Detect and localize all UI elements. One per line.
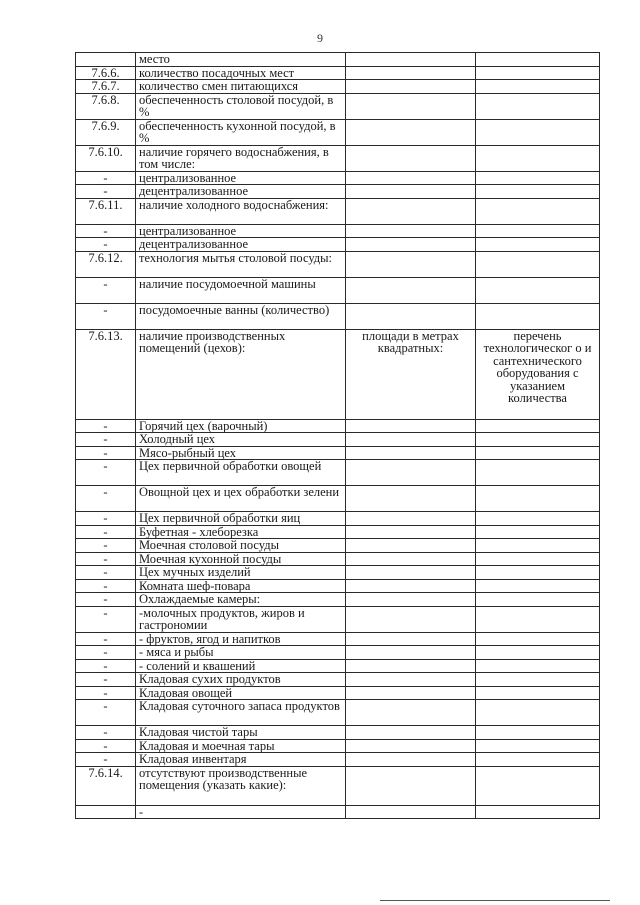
row-label-cell: количество посадочных мест	[136, 66, 346, 80]
area-cell	[346, 66, 476, 80]
table-row	[76, 525, 600, 539]
row-label-cell: - солений и квашений	[136, 659, 346, 673]
row-label-cell: Цех мучных изделий	[136, 566, 346, 580]
row-label-cell: отсутствуют производственные помещения (указать какие):	[136, 766, 346, 805]
equipment-cell	[476, 539, 600, 553]
table-row	[76, 539, 600, 553]
equipment-cell	[476, 753, 600, 767]
table-row	[76, 805, 600, 819]
equipment-cell	[476, 525, 600, 539]
row-number-cell: -	[76, 512, 136, 526]
table-row	[76, 593, 600, 607]
table-row	[76, 739, 600, 753]
area-cell	[346, 646, 476, 660]
row-label-cell: Овощной цех и цех обработки зелени	[136, 486, 346, 512]
table-row	[76, 198, 600, 224]
row-label-cell: посудомоечные ванны (количество)	[136, 303, 346, 329]
area-cell	[346, 606, 476, 632]
table-row	[76, 486, 600, 512]
row-label-cell: централизованное	[136, 171, 346, 185]
equipment-cell	[476, 419, 600, 433]
row-number-cell: -	[76, 659, 136, 673]
area-cell	[346, 726, 476, 740]
table-row	[76, 277, 600, 303]
row-label-cell: Холодный цех	[136, 433, 346, 447]
equipment-cell	[476, 446, 600, 460]
area-cell	[346, 53, 476, 67]
area-cell	[346, 566, 476, 580]
row-number-cell: -	[76, 579, 136, 593]
table-row	[76, 171, 600, 185]
area-cell	[346, 277, 476, 303]
equipment-cell	[476, 53, 600, 67]
row-label-cell: - фруктов, ягод и напитков	[136, 632, 346, 646]
equipment-cell	[476, 632, 600, 646]
row-number-cell: -	[76, 539, 136, 553]
row-label-cell: децентрализованное	[136, 185, 346, 199]
row-label-cell: Охлаждаемые камеры:	[136, 593, 346, 607]
table-row	[76, 145, 600, 171]
row-number-cell: 7.6.6.	[76, 66, 136, 80]
row-label-cell: Кладовая чистой тары	[136, 726, 346, 740]
row-number-cell: 7.6.7.	[76, 80, 136, 94]
row-label-cell: Моечная кухонной посуды	[136, 552, 346, 566]
row-label-cell: -молочных продуктов, жиров и гастрономии	[136, 606, 346, 632]
table-row	[76, 552, 600, 566]
row-label-cell: децентрализованное	[136, 238, 346, 252]
equipment-cell	[476, 566, 600, 580]
equipment-cell	[476, 486, 600, 512]
area-cell	[346, 171, 476, 185]
table-row	[76, 512, 600, 526]
row-number-cell: -	[76, 673, 136, 687]
row-number-cell: -	[76, 606, 136, 632]
table-row	[76, 753, 600, 767]
area-cell	[346, 251, 476, 277]
area-cell	[346, 753, 476, 767]
area-cell	[346, 185, 476, 199]
row-label-cell: Цех первичной обработки яиц	[136, 512, 346, 526]
area-cell	[346, 512, 476, 526]
row-number-cell: -	[76, 739, 136, 753]
equipment-cell	[476, 171, 600, 185]
row-number-cell: -	[76, 486, 136, 512]
row-label-cell: обеспеченность кухонной посудой, в %	[136, 119, 346, 145]
table-row	[76, 686, 600, 700]
equipment-cell	[476, 93, 600, 119]
row-number-cell: -	[76, 726, 136, 740]
area-cell	[346, 238, 476, 252]
table-row	[76, 446, 600, 460]
row-number-cell: -	[76, 433, 136, 447]
row-number-cell: 7.6.10.	[76, 145, 136, 171]
area-cell	[346, 433, 476, 447]
equipment-cell	[476, 700, 600, 726]
area-cell	[346, 805, 476, 819]
area-cell	[346, 93, 476, 119]
row-number-cell: 7.6.8.	[76, 93, 136, 119]
area-cell	[346, 632, 476, 646]
table-row	[76, 700, 600, 726]
equipment-cell	[476, 659, 600, 673]
equipment-cell	[476, 726, 600, 740]
table-row	[76, 566, 600, 580]
row-number-cell: -	[76, 700, 136, 726]
row-label-cell: наличие холодного водоснабжения:	[136, 198, 346, 224]
table-row	[76, 329, 600, 419]
area-cell	[346, 145, 476, 171]
area-cell	[346, 700, 476, 726]
row-label-cell: Кладовая овощей	[136, 686, 346, 700]
area-cell	[346, 119, 476, 145]
area-cell	[346, 766, 476, 805]
row-label-cell: Буфетная - хлеборезка	[136, 525, 346, 539]
equipment-cell	[476, 185, 600, 199]
area-cell	[346, 80, 476, 94]
table-row	[76, 303, 600, 329]
facilities-table	[75, 52, 600, 819]
area-cell	[346, 303, 476, 329]
row-number-cell: -	[76, 185, 136, 199]
bottom-divider	[380, 900, 610, 901]
row-number-cell: -	[76, 552, 136, 566]
equipment-cell	[476, 433, 600, 447]
table-row	[76, 766, 600, 805]
row-label-cell: Кладовая сухих продуктов	[136, 673, 346, 687]
row-label-cell: Комната шеф-повара	[136, 579, 346, 593]
table-row	[76, 224, 600, 238]
table-row	[76, 632, 600, 646]
row-number-cell: -	[76, 753, 136, 767]
area-cell: площади в метрах квадратных:	[346, 329, 476, 419]
equipment-cell	[476, 238, 600, 252]
equipment-cell	[476, 66, 600, 80]
table-row	[76, 419, 600, 433]
row-number-cell: -	[76, 566, 136, 580]
row-number-cell: -	[76, 460, 136, 486]
equipment-cell	[476, 673, 600, 687]
equipment-cell	[476, 460, 600, 486]
row-number-cell: 7.6.13.	[76, 329, 136, 419]
area-cell	[346, 224, 476, 238]
table-row	[76, 726, 600, 740]
area-cell	[346, 579, 476, 593]
area-cell	[346, 460, 476, 486]
row-number-cell: -	[76, 446, 136, 460]
table-row	[76, 659, 600, 673]
equipment-cell	[476, 805, 600, 819]
table-row	[76, 646, 600, 660]
equipment-cell	[476, 145, 600, 171]
equipment-cell	[476, 686, 600, 700]
equipment-cell	[476, 593, 600, 607]
equipment-cell	[476, 552, 600, 566]
row-label-cell: Кладовая суточного запаса продуктов	[136, 700, 346, 726]
table-row	[76, 66, 600, 80]
row-number-cell: -	[76, 632, 136, 646]
row-label-cell: наличие производственных помещений (цехов):	[136, 329, 346, 419]
row-label-cell: Кладовая и моечная тары	[136, 739, 346, 753]
equipment-cell	[476, 766, 600, 805]
area-cell	[346, 673, 476, 687]
equipment-cell	[476, 579, 600, 593]
row-number-cell: -	[76, 303, 136, 329]
row-label-cell: Моечная столовой посуды	[136, 539, 346, 553]
row-number-cell: 7.6.9.	[76, 119, 136, 145]
row-number-cell: -	[76, 171, 136, 185]
equipment-cell	[476, 646, 600, 660]
equipment-cell	[476, 512, 600, 526]
table-row	[76, 606, 600, 632]
row-label-cell: место	[136, 53, 346, 67]
equipment-cell	[476, 277, 600, 303]
equipment-cell	[476, 606, 600, 632]
area-cell	[346, 593, 476, 607]
table-row	[76, 673, 600, 687]
equipment-cell	[476, 198, 600, 224]
row-number-cell: 7.6.11.	[76, 198, 136, 224]
row-label-cell: Кладовая инвентаря	[136, 753, 346, 767]
area-cell	[346, 739, 476, 753]
table-row	[76, 80, 600, 94]
equipment-cell	[476, 119, 600, 145]
area-cell	[346, 552, 476, 566]
row-label-cell: Мясо-рыбный цех	[136, 446, 346, 460]
row-label-cell: - мяса и рыбы	[136, 646, 346, 660]
row-number-cell: -	[76, 593, 136, 607]
row-label-cell: технология мытья столовой посуды:	[136, 251, 346, 277]
equipment-cell	[476, 80, 600, 94]
equipment-cell: перечень технологическог о и сантехнического оборудования с указанием количества	[476, 329, 600, 419]
row-number-cell: -	[76, 686, 136, 700]
area-cell	[346, 539, 476, 553]
row-number-cell: 7.6.14.	[76, 766, 136, 805]
row-number-cell: -	[76, 224, 136, 238]
row-number-cell: -	[76, 646, 136, 660]
row-label-cell: обеспеченность столовой посудой, в %	[136, 93, 346, 119]
row-number-cell: -	[76, 238, 136, 252]
row-number-cell	[76, 53, 136, 67]
row-number-cell: -	[76, 277, 136, 303]
area-cell	[346, 659, 476, 673]
table-row	[76, 460, 600, 486]
row-label-cell: -	[136, 805, 346, 819]
equipment-cell	[476, 303, 600, 329]
table-row	[76, 53, 600, 67]
table-row	[76, 579, 600, 593]
table-row	[76, 119, 600, 145]
equipment-cell	[476, 739, 600, 753]
row-label-cell: Цех первичной обработки овощей	[136, 460, 346, 486]
table-row	[76, 238, 600, 252]
area-cell	[346, 525, 476, 539]
row-label-cell: Горячий цех (варочный)	[136, 419, 346, 433]
area-cell	[346, 486, 476, 512]
page-number: 9	[317, 31, 323, 45]
area-cell	[346, 419, 476, 433]
table-row	[76, 93, 600, 119]
area-cell	[346, 446, 476, 460]
table-row	[76, 185, 600, 199]
row-number-cell: -	[76, 525, 136, 539]
table-row	[76, 433, 600, 447]
row-label-cell: централизованное	[136, 224, 346, 238]
area-cell	[346, 198, 476, 224]
row-label-cell: наличие горячего водоснабжения, в том числе:	[136, 145, 346, 171]
row-number-cell	[76, 805, 136, 819]
row-number-cell: -	[76, 419, 136, 433]
row-number-cell: 7.6.12.	[76, 251, 136, 277]
equipment-cell	[476, 224, 600, 238]
table-row	[76, 251, 600, 277]
equipment-cell	[476, 251, 600, 277]
row-label-cell: количество смен питающихся	[136, 80, 346, 94]
area-cell	[346, 686, 476, 700]
row-label-cell: наличие посудомоечной машины	[136, 277, 346, 303]
